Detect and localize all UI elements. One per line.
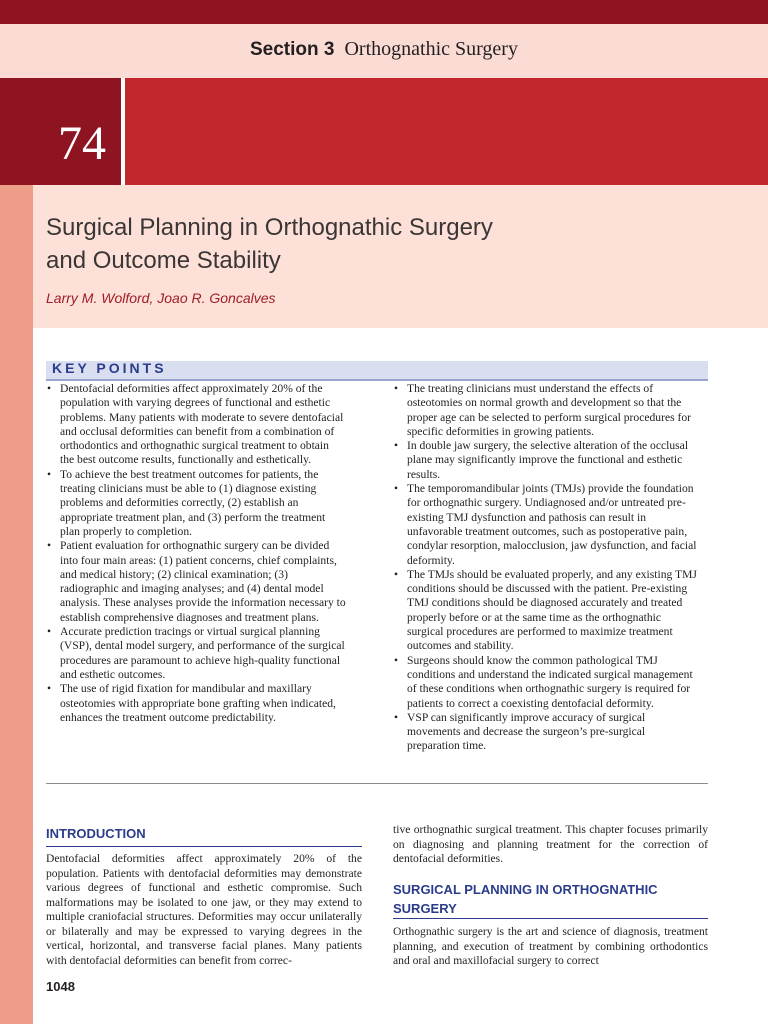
introduction-heading: INTRODUCTION <box>46 826 146 841</box>
key-point-item: • To achieve the best treatment outcomes for patients, the treating clinicians must be able to (1) diagnose existing problems and deformities correctly, (2) establish an appropriate treatment plan, and (3) perform the treatment plan properly to completion. <box>46 468 346 539</box>
page-number: 1048 <box>46 979 75 994</box>
key-point-item: • The treating clinicians must understand the effects of osteotomies on normal growth and development so that the proper age can be selected to perform surgical procedures for specific deformities in growing patients. <box>393 382 698 439</box>
introduction-heading-rule <box>46 846 362 847</box>
chapter-authors: Larry M. Wolford, Joao R. Goncalves <box>46 290 276 306</box>
key-point-item: • The use of rigid fixation for mandibular and maxillary osteotomies with appropriate bone grafting when indicated, enhances the treatment outcome predictability. <box>46 682 346 725</box>
running-header <box>0 38 768 61</box>
left-margin-strip <box>0 185 33 1024</box>
key-points-rule <box>46 379 708 381</box>
key-point-item: • The TMJs should be evaluated properly, and any existing TMJ conditions should be discussed with the patient. Pre-existing TMJ conditions should be diagnosed accurately and treated properly before or at the same time as the orthognathic surgical procedures are performed to maximize treatment outcomes and stability. <box>393 568 698 654</box>
introduction-continuation: tive orthognathic surgical treatment. This chapter focuses primarily on diagnosing and planning treatment for the correction of dentofacial deformities. <box>393 823 708 865</box>
surgical-planning-paragraph: Orthognathic surgery is the art and science of diagnosis, treatment planning, and execution of treatment by combining orthodontics and oral and maxillofacial surgery to correct <box>393 925 708 967</box>
key-point-item: • Patient evaluation for orthognathic surgery can be divided into four main areas: (1) patient concerns, chief complaints, and medical history; (2) clinical examination; (3) radiographic and imaging analyses; and (4) dental model analysis. These analyses provide the information necessary to establish comprehensive diagnoses and treatment plans. <box>46 539 346 625</box>
introduction-paragraph: Dentofacial deformities affect approximately 20% of the population. Patients with dentofacial deformities may demonstrate various degrees of functional and esthetic compromise. Such malformations may be isolated to one jaw, or they may extend to multiple craniofacial structures. Deformities may occur unilaterally or bilaterally and may be expressed to varying degrees in the vertical, horizontal, and transverse facial planes. Many patients with dentofacial deformities can benefit from correc- <box>46 852 362 967</box>
chapter-title-line-1: Surgical Planning in Orthognathic Surgery <box>46 214 493 241</box>
key-points-right-column <box>393 382 698 754</box>
key-point-item: • Surgeons should know the common pathological TMJ conditions and understand the indicated surgical management of these conditions when orthognathic surgery is required for patients to correct a coexisting dentofacial deformity. <box>393 654 698 711</box>
surgical-planning-heading-rule <box>393 918 708 919</box>
surgical-planning-heading: SURGICAL PLANNING IN ORTHOGNATHIC SURGERY <box>393 882 658 916</box>
chapter-number: 74 <box>58 117 106 170</box>
chapter-title-line-2: and Outcome Stability <box>46 247 281 274</box>
chapter-title <box>46 211 746 277</box>
key-point-item: • VSP can significantly improve accuracy of surgical movements and decrease the surgeon’s pre-surgical preparation time. <box>393 711 698 754</box>
top-color-bar <box>0 0 768 24</box>
section-label: Section 3 <box>250 39 335 60</box>
section-title: Orthognathic Surgery <box>344 38 518 60</box>
chapter-banner <box>125 78 768 185</box>
key-point-item: • The temporomandibular joints (TMJs) provide the foundation for orthognathic surgery. Undiagnosed and/or untreated pre-existing TMJ dysfunction and pathosis can result in unfavorable treatment outcomes, such as postoperative pain, condylar resorption, malocclusion, jaw dysfunction, and facial deformity. <box>393 482 698 568</box>
key-point-item: • Dentofacial deformities affect approximately 20% of the population with varying degrees of functional and esthetic problems. Many patients with moderate to severe dentofacial and occlusal deformities can benefit from a combination of orthodontics and orthognathic surgical treatment to obtain the best outcome results, functionally and esthetically. <box>46 382 346 468</box>
key-points-heading: KEY POINTS <box>52 360 167 376</box>
key-points-bottom-rule <box>46 783 708 784</box>
key-point-item: • In double jaw surgery, the selective alteration of the occlusal plane may significantly improve the functional and esthetic results. <box>393 439 698 482</box>
key-points-left-column <box>46 382 346 725</box>
key-point-item: • Accurate prediction tracings or virtual surgical planning (VSP), dental model surgery, and performance of the surgical procedures are paramount to achieve high-quality functional and esthetic outcomes. <box>46 625 346 682</box>
